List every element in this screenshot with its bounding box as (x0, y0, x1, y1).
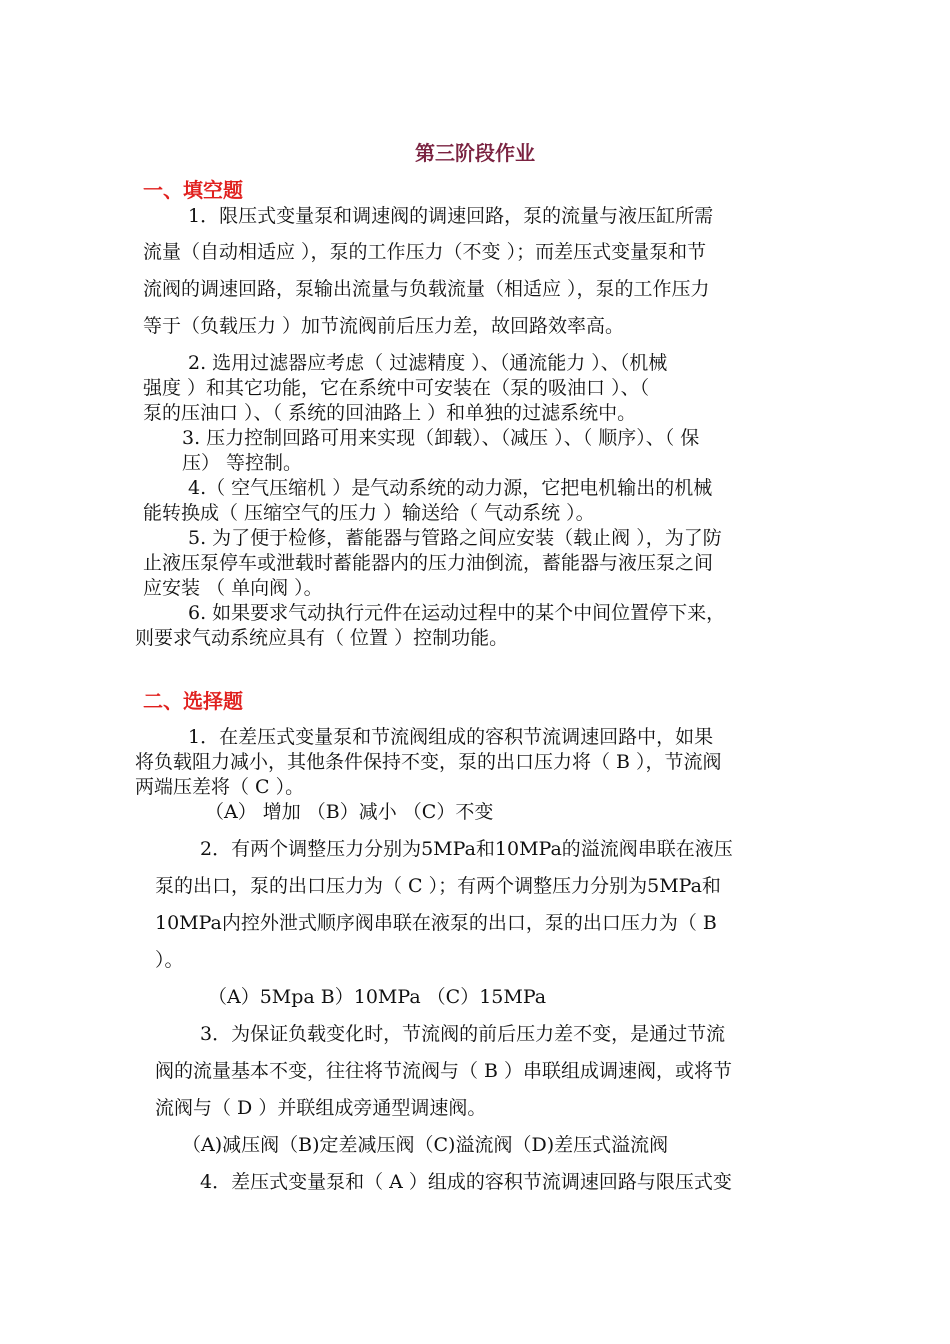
paragraph-line: 4．差压式变量泵和（ A ）组成的容积节流调速回路与限压式变 (200, 1171, 732, 1193)
options-line: （A） 增加 （B）减小 （C）不变 (205, 801, 494, 823)
paragraph-line: 3. 压力控制回路可用来实现（卸载）、（减压 ）、（ 顺序）、（ 保 (182, 427, 700, 449)
paragraph-line: 1．在差压式变量泵和节流阀组成的容积节流调速回路中，如果 (188, 726, 714, 748)
paragraph-line: 泵的出口，泵的出口压力为（ C ）；有两个调整压力分别为5MPa和 (155, 875, 721, 897)
paragraph-line: ）。 (155, 949, 184, 971)
paragraph-line: 2. 选用过滤器应考虑（ 过滤精度 ）、（通流能力 ）、（机械 (188, 352, 668, 374)
paragraph-line: 两端压差将（ C ）。 (135, 776, 305, 798)
paragraph-line: 能转换成（ 压缩空气的压力 ）输送给（ 气动系统 ）。 (143, 502, 595, 524)
paragraph-line: 等于（负载压力 ）加节流阀前后压力差，故回路效率高。 (143, 315, 625, 337)
paragraph-line: 泵的压油口 ）、（ 系统的回油路上 ）和单独的过滤系统中。 (143, 402, 637, 424)
document-title: 第三阶段作业 (415, 141, 535, 165)
paragraph-line: 10MPa内控外泄式顺序阀串联在液泵的出口，泵的出口压力为（ B (155, 912, 717, 934)
paragraph-line: 止液压泵停车或泄载时蓄能器内的压力油倒流，蓄能器与液压泵之间 (143, 552, 714, 574)
paragraph-line: 流量（自动相适应 ），泵的工作压力（不变 ）；而差压式变量泵和节 (143, 241, 707, 263)
paragraph-line: 5. 为了便于检修，蓄能器与管路之间应安装（载止阀 ），为了防 (188, 527, 722, 549)
paragraph-line: 将负载阻力减小，其他条件保持不变，泵的出口压力将（ B ），节流阀 (135, 751, 722, 773)
paragraph-line: 1．限压式变量泵和调速阀的调速回路，泵的流量与液压缸所需 (188, 205, 714, 227)
options-line: （A)减压阀（B)定差减压阀（C)溢流阀（D)差压式溢流阀 (182, 1134, 669, 1156)
paragraph-line: 流阀与（ D ）并联组成旁通型调速阀。 (155, 1097, 487, 1119)
section-heading-multiple-choice: 二、选择题 (143, 689, 243, 713)
paragraph-line: 强度 ）和其它功能，它在系统中可安装在（泵的吸油口 ）、（ (143, 377, 650, 399)
paragraph-line: 流阀的调速回路，泵输出流量与负载流量（相适应 ），泵的工作压力 (143, 278, 710, 300)
paragraph-line: 阀的流量基本不变，往往将节流阀与（ B ）串联组成调速阀，或将节 (155, 1060, 733, 1082)
paragraph-line: 3．为保证负载变化时，节流阀的前后压力差不变，是通过节流 (200, 1023, 726, 1045)
options-line: （A）5Mpa B）10MPa （C）15MPa (208, 986, 547, 1008)
paragraph-line: 2．有两个调整压力分别为5MPa和10MPa的溢流阀串联在液压 (200, 838, 733, 860)
paragraph-line: 应安装 （ 单向阀 ）。 (143, 577, 323, 599)
paragraph-line: 4.（ 空气压缩机 ）是气动系统的动力源，它把电机输出的机械 (188, 477, 713, 499)
paragraph-line: 则要求气动系统应具有（ 位置 ）控制功能。 (135, 627, 509, 649)
paragraph-line: 压） 等控制。 (182, 452, 303, 474)
paragraph-line: 6. 如果要求气动执行元件在运动过程中的某个中间位置停下来， (188, 602, 726, 624)
section-heading-fill-blank: 一、填空题 (143, 178, 243, 202)
